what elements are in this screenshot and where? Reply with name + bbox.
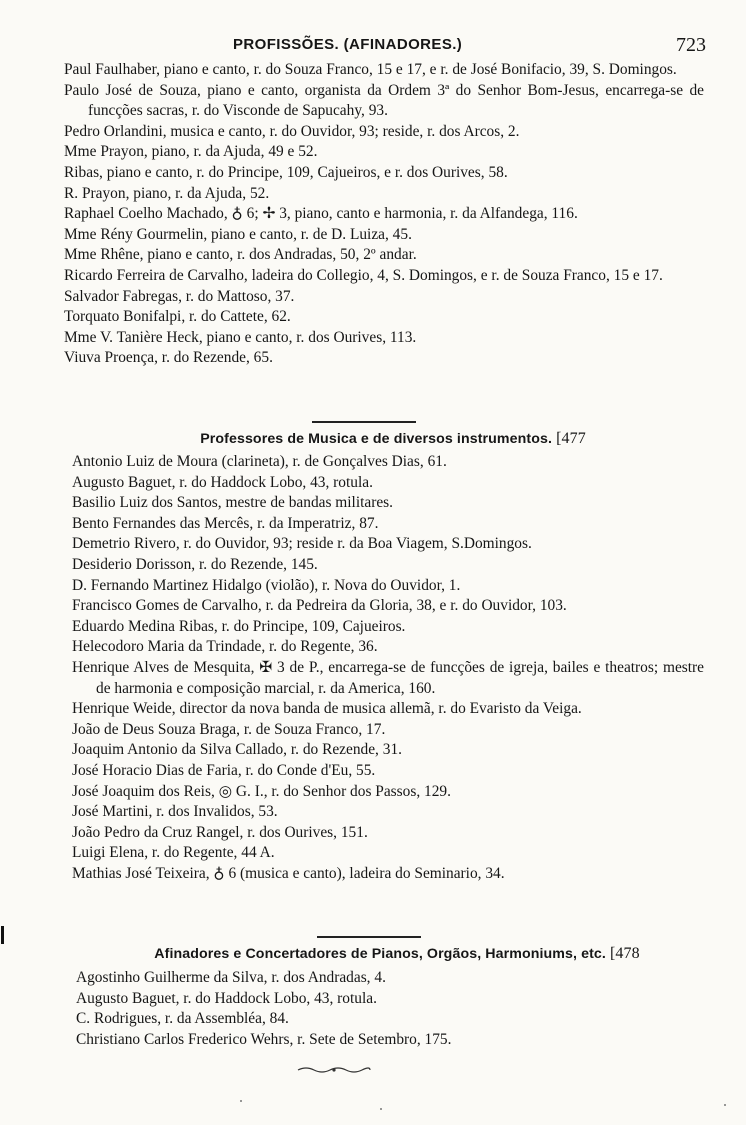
directory-entry: Francisco Gomes de Carvalho, r. da Pedreira da Gloria, 38, e r. do Ouvidor, 103. [72, 597, 567, 615]
section-heading-music-teachers [20, 430, 746, 448]
directory-entry: Basilio Luiz dos Santos, mestre de bandas militares. [72, 494, 394, 512]
directory-entry: Augusto Baguet, r. do Haddock Lobo, 43, rotula. [72, 473, 373, 491]
directory-entry: Henrique Alves de Mesquita, ✠ 3 de P., encarrega-se de funcções de igreja, bailes e theatros; mestre de harmonia e composição marcial, r. da America, 160. [72, 658, 704, 697]
directory-entry: João Pedro da Cruz Rangel, r. dos Ourives, 151. [72, 823, 368, 841]
directory-entry: Christiano Carlos Frederico Wehrs, r. Sete de Setembro, 175. [76, 1030, 452, 1048]
directory-entry: Helecodoro Maria da Trindade, r. do Regente, 36. [72, 638, 378, 656]
directory-entry: Paul Faulhaber, piano e canto, r. do Souza Franco, 15 e 17, e r. de José Bonifacio, 39, S. Domingos. [64, 61, 677, 78]
directory-entry: Desiderio Dorisson, r. do Rezende, 145. [72, 555, 318, 573]
directory-entry: Salvador Fabregas, r. do Mattoso, 37. [64, 287, 295, 305]
music-teachers-listing [0, 452, 746, 884]
entry-list [0, 452, 746, 884]
directory-entry: Mme V. Tanière Heck, piano e canto, r. dos Ourives, 113. [64, 328, 417, 346]
entry-list [0, 968, 746, 1050]
directory-entry: Eduardo Medina Ribas, r. do Principe, 109, Cajueiros. [72, 617, 406, 635]
directory-entry: José Joaquim dos Reis, ◎ G. I., r. do Senhor dos Passos, 129. [72, 782, 451, 800]
scan-edge-mark [1, 926, 4, 944]
directory-entry: Bento Fernandes das Mercês, r. da Imperatriz, 87. [72, 514, 379, 532]
directory-entry: Viuva Proença, r. do Rezende, 65. [64, 349, 273, 367]
directory-entry: Mme Prayon, piano, r. da Ajuda, 49 e 52. [64, 143, 318, 161]
running-title: PROFISSÕES. (AFINADORES.) [233, 36, 463, 53]
directory-entry: Agostinho Guilherme da Silva, r. dos Andradas, 4. [76, 969, 386, 986]
directory-entry: R. Prayon, piano, r. da Ajuda, 52. [64, 184, 270, 202]
continued-listing [0, 60, 746, 369]
directory-entry: Pedro Orlandini, musica e canto, r. do Ouvidor, 93; reside, r. dos Arcos, 2. [64, 122, 520, 140]
directory-entry: Luigi Elena, r. do Regente, 44 A. [72, 844, 275, 862]
directory-entry: Mme Rény Gourmelin, piano e canto, r. de D. Luiza, 45. [64, 225, 412, 243]
page-number: 723 [676, 34, 706, 56]
piano-tuners-listing [0, 968, 746, 1050]
directory-entry: Demetrio Rivero, r. do Ouvidor, 93; reside r. da Boa Viagem, S.Domingos. [72, 535, 532, 553]
directory-entry: Ribas, piano e canto, r. do Principe, 109, Cajueiros, e r. dos Ourives, 58. [64, 163, 508, 181]
section-divider [312, 421, 416, 423]
section-title: Professores de Musica e de diversos instrumentos. [200, 431, 553, 447]
directory-entry: João de Deus Souza Braga, r. de Souza Franco, 17. [72, 720, 386, 738]
directory-entry: D. Fernando Martinez Hidalgo (violão), r. Nova do Ouvidor, 1. [72, 576, 461, 594]
directory-entry: C. Rodrigues, r. da Assembléa, 84. [76, 1010, 289, 1028]
directory-entry: José Martini, r. dos Invalidos, 53. [72, 803, 278, 821]
paper-speck [240, 1100, 242, 1102]
directory-entry: Raphael Coelho Machado, ♁ 6; ✢ 3, piano, canto e harmonia, r. da Alfandega, 116. [64, 205, 578, 223]
paper-speck [380, 1108, 382, 1110]
directory-entry: Torquato Bonifalpi, r. do Cattete, 62. [64, 308, 291, 326]
section-divider [317, 936, 421, 938]
directory-entry: Mathias José Teixeira, ♁ 6 (musica e canto), ladeira do Seminario, 34. [72, 864, 505, 882]
end-ornament [296, 1066, 372, 1074]
directory-entry: Antonio Luiz de Moura (clarineta), r. de Gonçalves Dias, 61. [72, 453, 447, 470]
directory-entry: Ricardo Ferreira de Carvalho, ladeira do Collegio, 4, S. Domingos, e r. de Souza Franco, 15 e 17. [64, 266, 663, 284]
directory-entry: Mme Rhêne, piano e canto, r. dos Andradas, 50, 2º andar. [64, 246, 417, 264]
section-heading-piano-tuners [24, 945, 746, 963]
directory-entry: José Horacio Dias de Faria, r. do Conde d'Eu, 55. [72, 761, 376, 779]
directory-entry: Henrique Weide, director da nova banda de musica allemã, r. do Evaristo da Veiga. [72, 700, 582, 718]
section-number: [478 [609, 945, 640, 962]
entry-list [0, 60, 746, 369]
section-number: [477 [556, 430, 586, 447]
directory-entry: Augusto Baguet, r. do Haddock Lobo, 43, rotula. [76, 989, 377, 1007]
directory-entry: Paulo José de Souza, piano e canto, organista da Ordem 3ª do Senhor Bom-Jesus, encarrega-se de funcções sacras, r. do Visconde de Sapucahy, 93. [64, 81, 704, 120]
section-title: Afinadores e Concertadores de Pianos, Orgãos, Harmoniums, etc. [154, 946, 606, 962]
paper-speck [724, 1104, 726, 1106]
page-header [0, 36, 746, 58]
directory-entry: Joaquim Antonio da Silva Callado, r. do Rezende, 31. [72, 741, 402, 759]
